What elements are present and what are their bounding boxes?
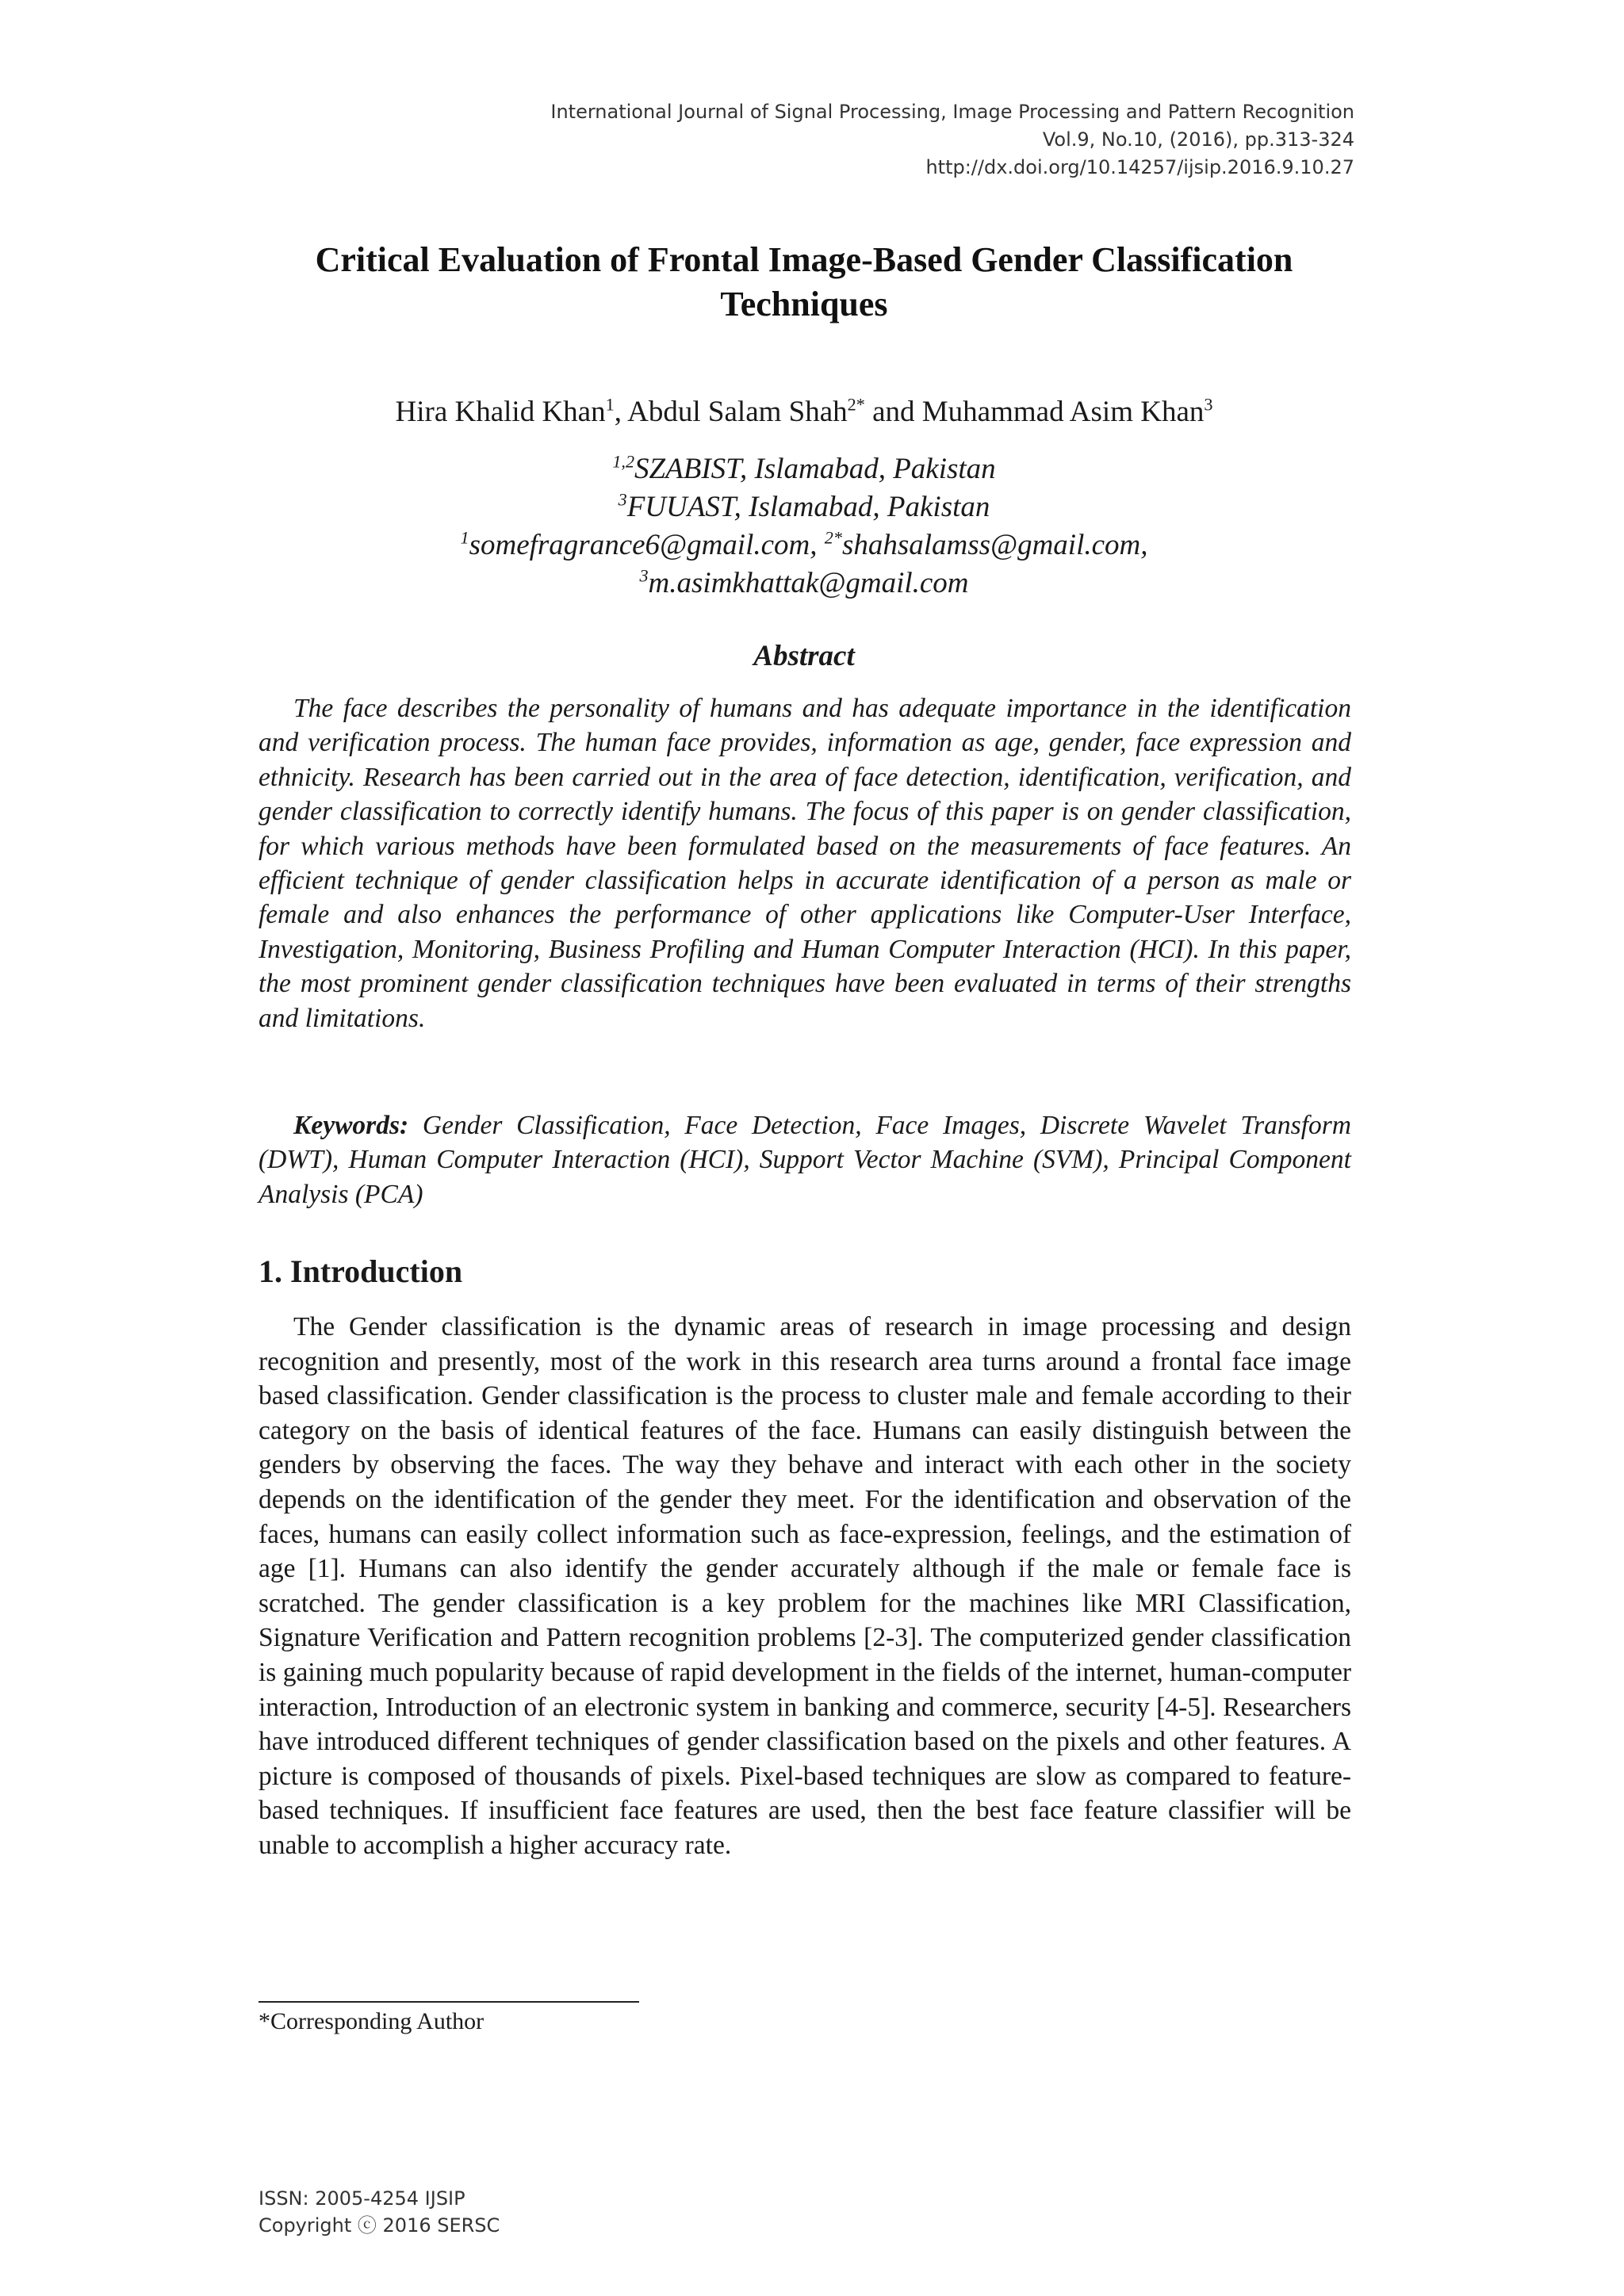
- author-superscript: 1: [605, 394, 615, 415]
- affiliation-superscript: 3: [618, 489, 627, 510]
- affiliation-text: SZABIST, Islamabad, Pakistan: [634, 453, 996, 485]
- affiliations: [254, 450, 1354, 603]
- affiliation-text: FUUAST, Islamabad, Pakistan: [626, 491, 990, 523]
- footer-issn: ISSN: 2005-4254 IJSIP: [259, 2187, 465, 2210]
- footnote-divider: [259, 2001, 639, 2003]
- email-text: shahsalamss@gmail.com,: [841, 529, 1148, 561]
- keywords-paragraph: [259, 1108, 1351, 1211]
- footer-copyright: Copyright ⓒ 2016 SERSC: [259, 2214, 500, 2237]
- author-list: [254, 393, 1354, 431]
- journal-volume: Vol.9, No.10, (2016), pp.313-324: [1042, 128, 1354, 151]
- affiliation-line: [254, 450, 1354, 488]
- email-superscript: 2*: [824, 527, 842, 548]
- author-separator: ,: [614, 396, 628, 428]
- abstract-text: The face describes the personality of humans and has adequate importance in the identification and verification process. The human face provides, information as age, gender, face expression and ethnicity. Research has been carried out in the area of face detection, identification, verification, and gender classification to correctly identify humans. The focus of this paper is on gender classification, for which various methods have been formulated based on the measurements of face features. An efficient technique of gender classification helps in accurate identification of a person as male or female and also enhances the performance of other applications like Computer-User Interface, Investigation, Monitoring, Business Profiling and Human Computer Interaction (HCI). In this paper, the most prominent gender classification techniques have been evaluated in terms of their strengths and limitations.: [259, 694, 1351, 1033]
- section-heading-introduction: 1. Introduction: [259, 1253, 463, 1289]
- author-superscript: 2*: [847, 394, 865, 415]
- author-superscript: 3: [1204, 394, 1213, 415]
- journal-doi: http://dx.doi.org/10.14257/ijsip.2016.9.10.27: [925, 156, 1354, 178]
- email-superscript: 3: [639, 565, 649, 586]
- author-name: Muhammad Asim Khan: [921, 396, 1205, 428]
- paper-title-line-2: Techniques: [720, 285, 888, 323]
- author-name: Abdul Salam Shah: [627, 396, 848, 428]
- affiliation-superscript: 1,2: [612, 451, 635, 472]
- affiliation-line: [254, 488, 1354, 526]
- author-separator: and: [864, 396, 922, 428]
- author-name: Hira Khalid Khan: [395, 396, 606, 428]
- paper-title-line-1: Critical Evaluation of Frontal Image-Based Gender Classification: [315, 240, 1293, 279]
- email-line: [254, 564, 1354, 603]
- footnote-corresponding-author: *Corresponding Author: [259, 2008, 485, 2034]
- journal-name: International Journal of Signal Processing, Image Processing and Pattern Recognition: [550, 101, 1354, 123]
- keywords-text: Gender Classification, Face Detection, Face Images, Discrete Wavelet Transform (DWT), Human Computer Interaction (HCI), Support Vector Machine (SVM), Principal Component Analysis (PCA): [259, 1111, 1351, 1209]
- email-text: somefragrance6@gmail.com,: [469, 529, 825, 561]
- email-text: m.asimkhattak@gmail.com: [648, 567, 969, 599]
- journal-header: [403, 98, 1354, 182]
- email-line: [254, 526, 1354, 564]
- keywords-label: Keywords:: [293, 1111, 409, 1140]
- email-superscript: 1: [460, 527, 469, 548]
- abstract-heading: Abstract: [753, 640, 855, 672]
- page-footer: [259, 2185, 893, 2239]
- introduction-text: The Gender classification is the dynamic areas of research in image processing and design recognition and presently, most of the work in this research area turns around a frontal face image based classification. Gender classification is the process to cluster male and female according to their category on the basis of identical features of the face. Humans can easily distinguish between the genders by observing the faces. The way they behave and interact with each other in the society depends on the identification of the gender they meet. For the identification and observation of the faces, humans can easily collect information such as face-expression, feelings, and the estimation of age [1]. Humans can also identify the gender accurately although if the male or female face is scratched. The gender classification is a key problem for the machines like MRI Classification, Signature Verification and Pattern recognition problems [2-3]. The computerized gender classification is gaining much popularity because of rapid development in the fields of the internet, human-computer interaction, Introduction of an electronic system in banking and commerce, security [4-5]. Researchers have introduced different techniques of gender classification based on the pixels and other features. A picture is composed of thousands of pixels. Pixel-based techniques are slow as compared to feature-based techniques. If insufficient face features are used, then the best face feature classifier will be unable to accomplish a higher accuracy rate.: [259, 1312, 1351, 1860]
- paper-title: [254, 238, 1354, 327]
